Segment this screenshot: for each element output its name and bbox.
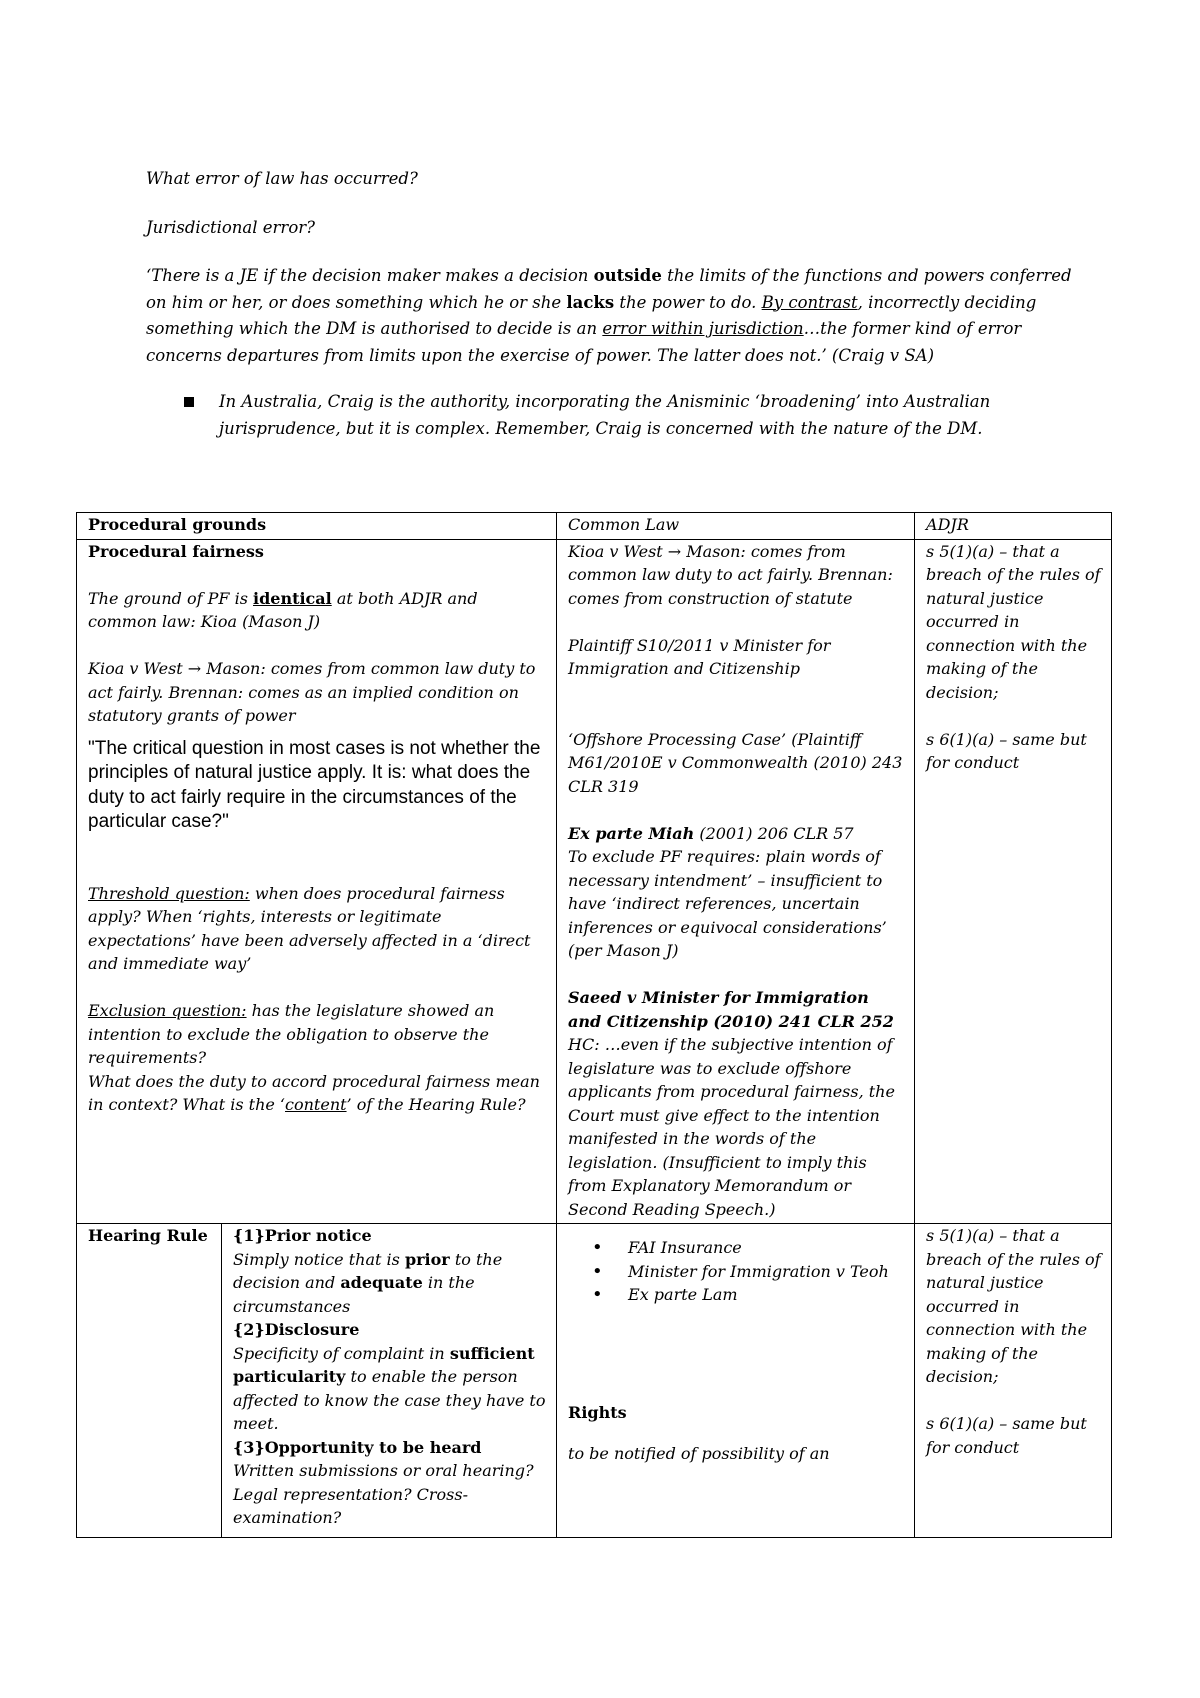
text-part: Simply notice that is xyxy=(233,1249,405,1269)
hearing-disclosure-text xyxy=(233,1342,546,1436)
cl-saeed-text: HC: …even if the subjective intention of legislature was to exclude offshore applicants from procedural fairness, the Court must give effect to the intention manifested in the words of the legislation. (Insufficient to imply this from Explanatory Memorandum or Second Reading Speech.) xyxy=(568,1035,895,1219)
cl-kioa-v-west: Kioa v West → Mason: comes from common law duty to act fairly. Brennan: comes from construction of statute xyxy=(568,541,893,608)
adjr-s6: s 6(1)(a) – same but for conduct xyxy=(926,729,1087,772)
table-row-hearing-rule xyxy=(77,1224,1112,1538)
quote-part: the limits of the functions and powers conferred on him or her, or does something which he or she xyxy=(146,266,1072,312)
text-part: to the decision and xyxy=(233,1249,503,1292)
hearing-prior-notice-title: {1}Prior notice xyxy=(233,1226,372,1245)
pf-content-question xyxy=(88,1070,546,1117)
pf-title: Procedural fairness xyxy=(88,541,264,561)
hearing-prior-notice-text xyxy=(233,1248,546,1319)
adjr-s5-hearing: s 5(1)(a) – that a breach of the rules of natural justice occurred in connection with the making of the decision; xyxy=(926,1226,1101,1386)
header-common-law: Common Law xyxy=(557,513,915,540)
text-part: at both ADJR and common law: Kioa (Mason J) xyxy=(88,588,478,631)
pf-threshold-question xyxy=(88,882,546,976)
cell-common-law-cases xyxy=(557,539,915,1224)
cell-hearing-rule-label: Hearing Rule xyxy=(77,1224,222,1538)
threshold-text: when does procedural fairness apply? When ‘rights, interests or legitimate expectations’ have been adversely affected in a ‘direct and immediate way’ xyxy=(88,883,531,973)
text-part: in the circumstances xyxy=(233,1273,475,1316)
threshold-label: Threshold question: xyxy=(88,883,250,903)
text-part: The ground of PF is xyxy=(88,588,253,608)
list-item: • FAI Insurance xyxy=(628,1236,904,1260)
quote-emphasis-lacks: lacks xyxy=(566,292,615,312)
cl-offshore-processing-case: ‘Offshore Processing Case’ (Plaintiff M61/2010E v Commonwealth (2010) 243 CLR 319 xyxy=(568,729,903,796)
text-part: What does the duty to accord procedural fairness mean in context? What is the ‘ xyxy=(88,1071,540,1114)
rights-heading: Rights xyxy=(568,1402,627,1422)
craig-bullet xyxy=(184,389,1034,442)
cell-procedural-fairness xyxy=(77,539,557,1224)
cl-miah-text: To exclude PF requires: plain words of necessary intendment’ – insufficient to have ‘indirect references, uncertain inferences or equivocal considerations’ (per Mason J) xyxy=(568,847,887,960)
table-header-row xyxy=(77,513,1112,540)
quote-part: , incorrectly deciding something which the DM is authorised to decide is an xyxy=(146,292,1037,338)
table-row-procedural-fairness xyxy=(77,539,1112,1224)
pf-exclusion-question xyxy=(88,999,546,1070)
adjr-s5: s 5(1)(a) – that a breach of the rules of natural justice occurred in connection with the making of the decision; xyxy=(926,541,1101,702)
intro-section xyxy=(146,166,1076,369)
procedural-grounds-table xyxy=(76,512,1112,1538)
text-prior: prior xyxy=(404,1249,450,1269)
text-part: ’ of the Hearing Rule? xyxy=(346,1095,526,1114)
square-bullet-icon xyxy=(184,397,194,407)
cl-saeed-title: Saeed v Minister for Immigration and Citizenship (2010) 241 CLR 252 xyxy=(568,988,894,1031)
text-sufficient-particularity: sufficient particularity xyxy=(233,1343,535,1386)
bullet-text: In Australia, Craig is the authority, incorporating the Anisminic ‘broadening’ into Australian jurisprudence, but it is complex. Remember, Craig is concerned with the nature of the DM. xyxy=(219,392,991,438)
cl-plaintiff-s10: Plaintiff S10/2011 v Minister for Immigration and Citizenship xyxy=(568,635,831,678)
hearing-case-list xyxy=(568,1236,904,1307)
text-adequate: adequate xyxy=(340,1273,423,1292)
hearing-opportunity-text: Written submissions or oral hearing? Legal representation? Cross-examination? xyxy=(233,1461,534,1527)
question-error-of-law: What error of law has occurred? xyxy=(146,169,418,188)
text-content: content xyxy=(285,1095,347,1114)
quote-part: the power to do. xyxy=(614,292,762,312)
exclusion-text: has the legislature showed an intention to exclude the obligation to observe the requirements? xyxy=(88,1001,495,1067)
quote-emphasis-outside: outside xyxy=(593,266,662,285)
quote-part: …the former kind of error concerns departures from limits upon the exercise of power. The latter does not.’ (Craig v SA) xyxy=(146,319,1022,365)
rights-text: to be notified of possibility of an xyxy=(568,1444,830,1463)
text-part: to enable the person affected to know the case they have to meet. xyxy=(233,1367,546,1433)
cell-common-law-hearing xyxy=(557,1224,915,1538)
quote-underline-error-within-jurisdiction: error within jurisdiction xyxy=(602,319,804,338)
question-jurisdictional-error: Jurisdictional error? xyxy=(146,217,315,237)
pf-identical-ground xyxy=(88,587,546,634)
hearing-opportunity-title: {3}Opportunity to be heard xyxy=(233,1437,482,1457)
list-item: • Ex parte Lam xyxy=(628,1283,904,1307)
adjr-s6-hearing: s 6(1)(a) – same but for conduct xyxy=(926,1414,1087,1457)
text-identical: identical xyxy=(253,588,332,608)
cell-adjr-hearing xyxy=(915,1224,1112,1538)
miah-title: Ex parte Miah xyxy=(568,823,695,843)
cell-adjr-pf xyxy=(915,539,1112,1224)
text-part: Specificity of complaint in xyxy=(233,1343,450,1363)
list-item: • Minister for Immigration v Teoh xyxy=(628,1260,904,1284)
cell-hearing-rule-elements xyxy=(222,1224,557,1538)
quote-underline-by-contrast: By contrast xyxy=(761,292,858,312)
exclusion-label: Exclusion question: xyxy=(88,1001,247,1020)
header-adjr: ADJR xyxy=(915,513,1112,540)
quote-part: ‘There is a JE if the decision maker makes a decision xyxy=(146,266,594,285)
miah-citation: (2001) 206 CLR 57 xyxy=(694,823,854,843)
cl-ex-parte-miah xyxy=(568,822,904,846)
pf-kioa-v-west: Kioa v West → Mason: comes from common law duty to act fairly. Brennan: comes as an implied condition on statutory grants of power xyxy=(88,659,536,725)
hearing-disclosure-title: {2}Disclosure xyxy=(233,1320,360,1339)
pf-critical-question-quote: "The critical question in most cases is not whether the principles of natural justice apply. It is: what does the duty to act fairly require in the circumstances of the particular case?" xyxy=(88,737,541,832)
header-procedural-grounds: Procedural grounds xyxy=(77,513,557,540)
craig-quote xyxy=(146,263,1076,369)
